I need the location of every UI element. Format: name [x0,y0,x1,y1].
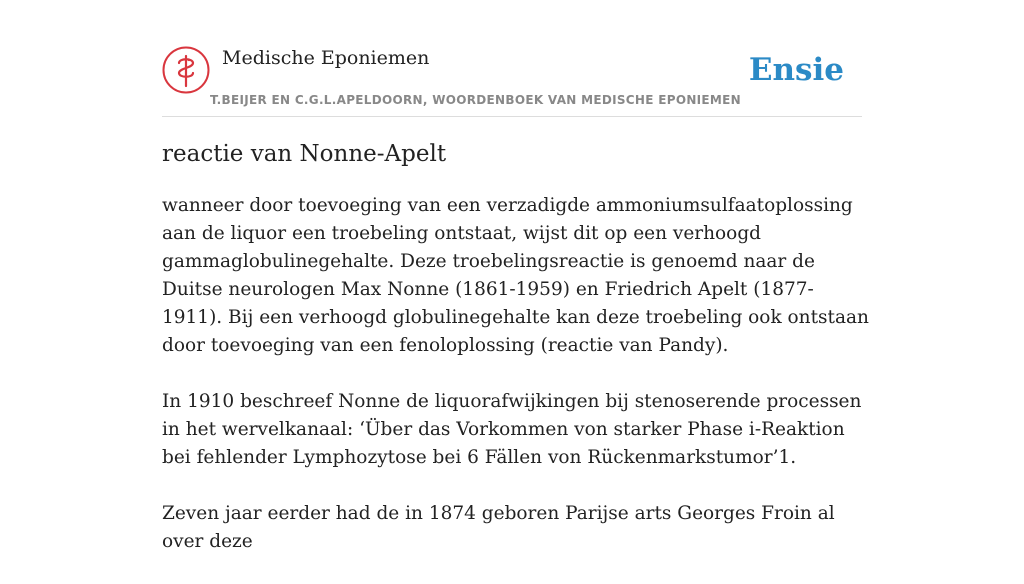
entry-title: reactie van Nonne-Apelt [162,141,447,167]
entry-paragraph-1: wanneer door toevoeging van een verzadigde ammoniumsulfaatoplossing aan de liquor een troebeling ontstaat, wijst dit op een verhoogd gammaglobulinegehalte. Deze troebelingsreactie is genoemd naar de Duitse neurologen Max Nonne (1861-1959) en Friedrich Apelt (1877-1911). Bij een verhoogd globulinegehalte kan deze troebeling ook ontstaan door toevoeging van een fenoloplossing (reactie van Pandy). [162,195,869,356]
brand-logo[interactable]: Ensie [748,52,844,88]
entry-body [162,192,872,584]
entry-paragraph-2: In 1910 beschreef Nonne de liquorafwijkingen bij stenoserende processen in het wervelkanaal: ‘Über das Vorkommen von starker Phase i-Reaktion bei fehlender Lymphozytose bei 6 Fällen von Rückenmarkstumor’1. [162,391,862,468]
caduceus-icon[interactable] [162,46,210,94]
entry-paragraph-3: Zeven jaar eerder had de in 1874 geboren Parijse arts Georges Froin al over deze [162,503,835,552]
source-byline: T.BEIJER EN C.G.L.APELDOORN, WOORDENBOEK VAN MEDISCHE EPONIEMEN [210,93,742,107]
dictionary-title[interactable]: Medische Eponiemen [222,47,430,69]
header [162,46,862,117]
